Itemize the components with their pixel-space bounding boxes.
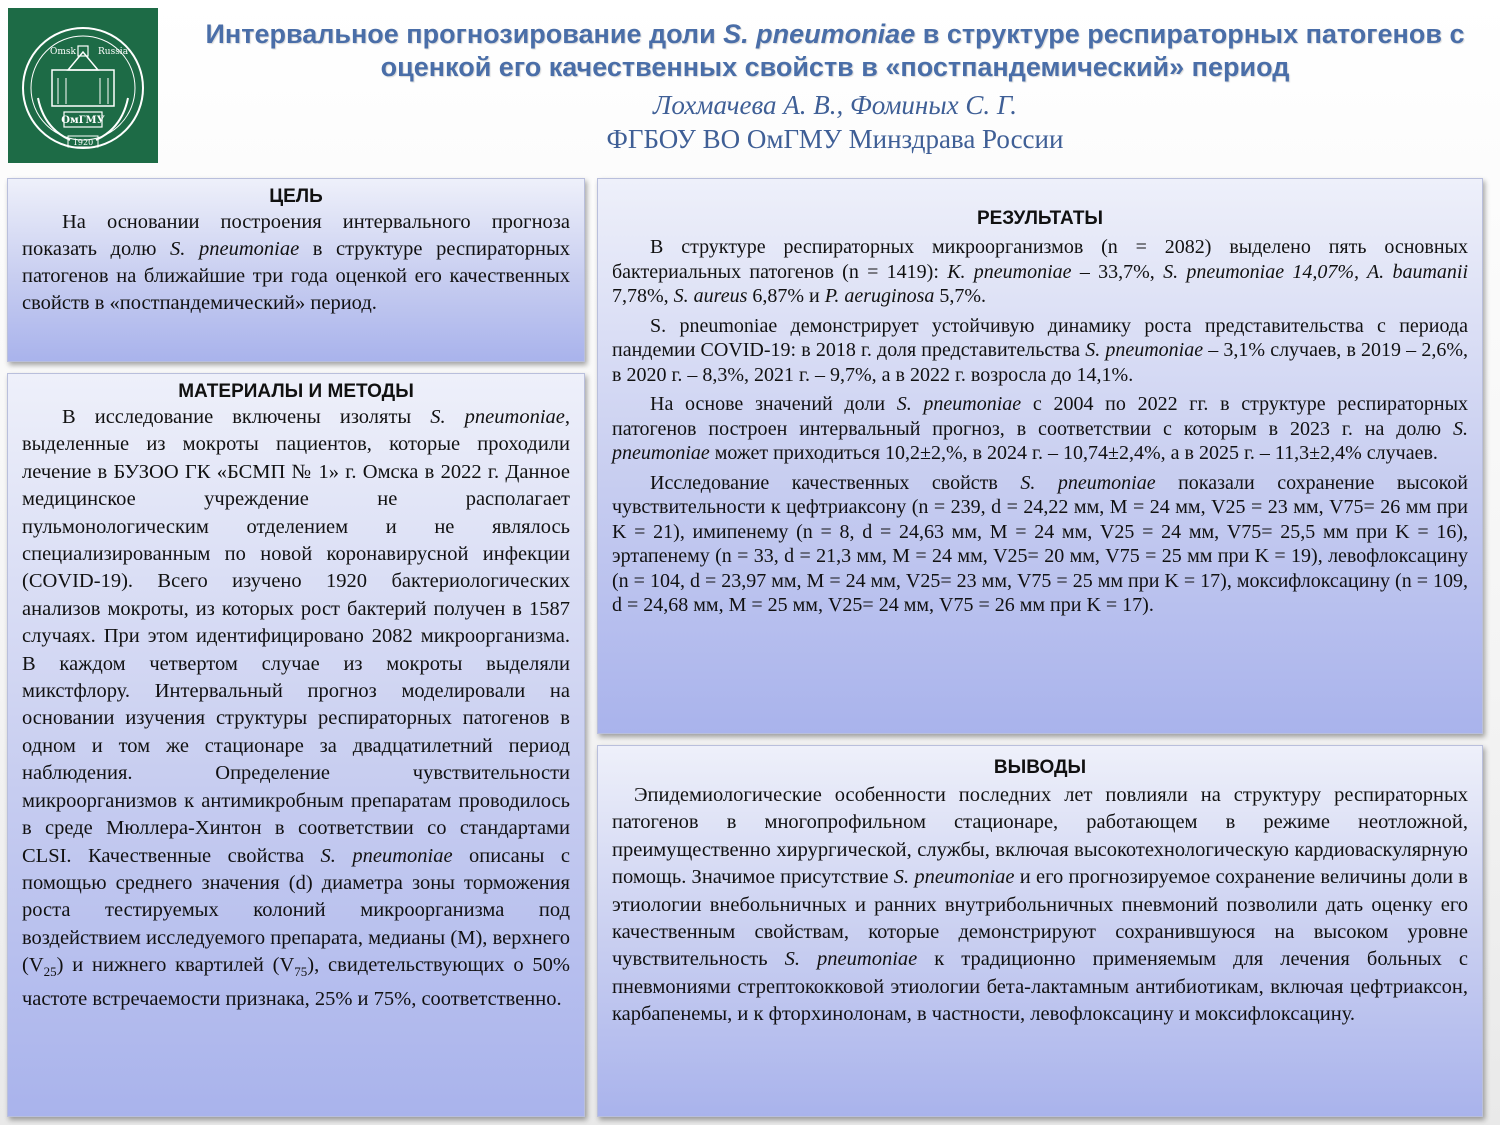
results-p4-sp: S. pneumoniae [1020,471,1156,494]
poster-title [170,18,1500,84]
conclusions-heading: ВЫВОДЫ [993,757,1087,778]
results-p1-d: 6,87% и [747,285,825,307]
results-p1-sp: S. pneumoniae 14,07%, A. baumanii [1163,260,1469,283]
results-heading: РЕЗУЛЬТАТЫ [976,208,1104,229]
goal-species: S. pneumoniae [170,238,300,260]
goal-panel [7,178,585,362]
university-emblem-icon [8,8,158,163]
conclusions-text-2: и его прогнозируемое сохранение величины доли в этиологии внебольничных и ранних внутрибольничных пневмоний позволили дать оценку его качественным свойствам, которые демонстрируют сохранившуюся на высоком уровне чувствительность [612,866,1468,971]
organization: ФГБОУ ВО ОмГМУ Минздрава России [606,124,1064,154]
goal-text-1: На основании построения интервального прогноза показать долю [22,211,570,260]
logo-text-russia: Russia [98,47,129,57]
methods-text-5: ), свидетельствующих о 50% частоте встречаемости признака, 25% и 75%, соответственно. [22,954,570,1010]
logo-text-year: 1920 [72,138,94,147]
results-p3-sp2: S. pneumoniae [612,417,1468,464]
methods-species-1: S. pneumoniae [430,406,565,428]
results-paragraph-3 [612,392,1468,466]
methods-species-2: S. pneumoniae [320,844,453,867]
results-p2-sp: S. pneumoniae [1085,339,1204,361]
results-p3-sp1: S. pneumoniae [896,393,1022,415]
methods-sub-75: 75 [294,964,308,980]
results-p1-b: – 33,7%, [1071,260,1164,283]
results-paragraph-1 [612,235,1468,309]
results-p3-c: может приходиться 10,2±2,%, в 2024 г. – 10,74±2,4%, а в 2025 г. – 11,3±2,4% случаев. [709,442,1438,464]
methods-text-4: ) и нижнего квартилей (V [56,954,295,977]
university-logo [8,8,158,163]
results-p4-a: Исследование качественных свойств [650,471,1021,494]
conclusions-text [612,782,1468,1029]
results-p2-a: S. pneumoniae демонстрирует устойчивую динамику роста представительства с периода пандемии COVID-19: в 2018 г. доля представительства [612,314,1468,361]
conclusions-species-2: S. pneumoniae [784,948,918,971]
authors: Лохмачева А. В., Фоминых С. Г. [653,90,1017,120]
methods-sub-25: 25 [43,964,57,980]
results-p3-a: На основе значений доли [650,393,897,415]
title-part-1: Интервальное прогнозирование доли [205,19,724,49]
results-p3-b: с 2004 по 2022 гг. в структуре респираторных патогенов построен интервальный прогноз, в соответствии с которым в 2023 г. на долю [612,393,1469,440]
results-p1-e: 5,7%. [934,285,987,307]
conclusions-text-3: к традиционно применяемым для лечения больных с пневмониями стрептококковой этиологии бета-лактамным антибиотикам, включая цефтриаксон, карбапенемы, и к фторхинолонам, в частности, левофлоксацину и моксифлоксацину. [612,948,1468,1026]
title-part-2: в структуре респираторных патогенов с оценкой его качественных свойств в «постпандемический» период [380,19,1465,82]
conclusions-text-1: Эпидемиологические особенности последних лет повлияли на структуру респираторных патогенов в многопрофильном стационаре, работающем в режиме неотложной, преимущественно хирургической, службы, включая высокотехнологическую кардиоваскулярную помощь. Значимое присутствие [612,784,1468,889]
goal-text [22,209,570,317]
results-p4-b: показали сохранение высокой чувствительности к цефтриаксону (n = 239, d = 24,22 мм, M = 24 мм, V25 = 23 мм, V75= 26 мм при K = 21), имипенему (n = 8, d = 24,63 мм, M = 24 мм, V25 = 24 мм, V75= 25,5 мм при K = 16), эртапенему (n = 33, d = 21,3 мм, M = 24 мм, V25= 20 мм, V75 = 25 мм при K = 19), левофлоксацину (n = 104, d = 23,97 мм, M = 24 мм, V25= 23 мм, V75 = 25 мм при K = 17), моксифлоксацину (n = 109, d = 24,68 мм, M = 25 мм, V25= 24 мм, V75 = 26 мм при K = 17). [612,471,1468,616]
conclusions-species-1: S. pneumoniae [893,866,1015,889]
results-p1-pa: P. aeruginosa [824,285,935,307]
results-p1-c: 7,78%, [612,285,674,307]
methods-text-2: , выделенные из мокроты пациентов, которые проходили лечение в БУЗОО ГК «БСМП № 1» г. Омска в 2022 г. Данное медицинское учреждение не располагает пульмонологическим отделением и не являлось специализированным по новой коронавирусной инфекции (COVID-19). Всего изучено 1920 бактериологических анализов мокроты, из которых рост бактерий получен в 1587 случаях. При этом идентифицировано 2082 микроорганизма. В каждом четвертом случае из мокроты выделяли микстфлору. Интервальный прогноз моделировали на основании изучения структуры респираторных патогенов в одном и том же стационаре за двадцатилетний период наблюдения. Определение чувствительности микроорганизмов к антимикробным препаратам проводилось в среде Мюллера-Хинтон в соответствии со стандартами CLSI. Качественные свойства [22,406,570,867]
results-p1-a: В структуре респираторных микроорганизмов (n = 2082) выделено пять основных бактериальных патогенов (n = 1419): [612,236,1468,283]
results-panel [597,178,1483,734]
results-p2-b: – 3,1% случаев, в 2019 – 2,6%, в 2020 г. – 8,3%, 2021 г. – 9,7%, а в 2022 г. возросла до 14,1%. [612,339,1468,386]
methods-heading: МАТЕРИАЛЫ И МЕТОДЫ [178,381,414,402]
results-p1-kp: K. pneumoniae [947,260,1072,283]
goal-text-2: в структуре респираторных патогенов на ближайшие три года оценкой его качественных свойств в «постпандемический» период. [22,238,570,314]
methods-text-1: В исследование включены изоляты [62,406,431,428]
methods-panel [7,373,585,1117]
goal-heading: ЦЕЛЬ [269,186,323,207]
title-species: S. pneumoniae [723,19,916,49]
conclusions-panel [597,745,1483,1117]
logo-text-name: ОмГМУ [61,115,105,126]
methods-text-3: описаны с помощью среднего значения (d) диаметра зоны торможения роста тестируемых колоний микроорганизма под воздействием исследуемого препарата, медианы (M), верхнего (V [22,844,571,977]
results-paragraph-2 [612,314,1468,388]
logo-text-omsk: Omsk [50,47,76,57]
results-paragraph-4 [612,471,1468,618]
results-p1-sa: S. aureus [673,285,748,307]
methods-text [22,404,570,1013]
